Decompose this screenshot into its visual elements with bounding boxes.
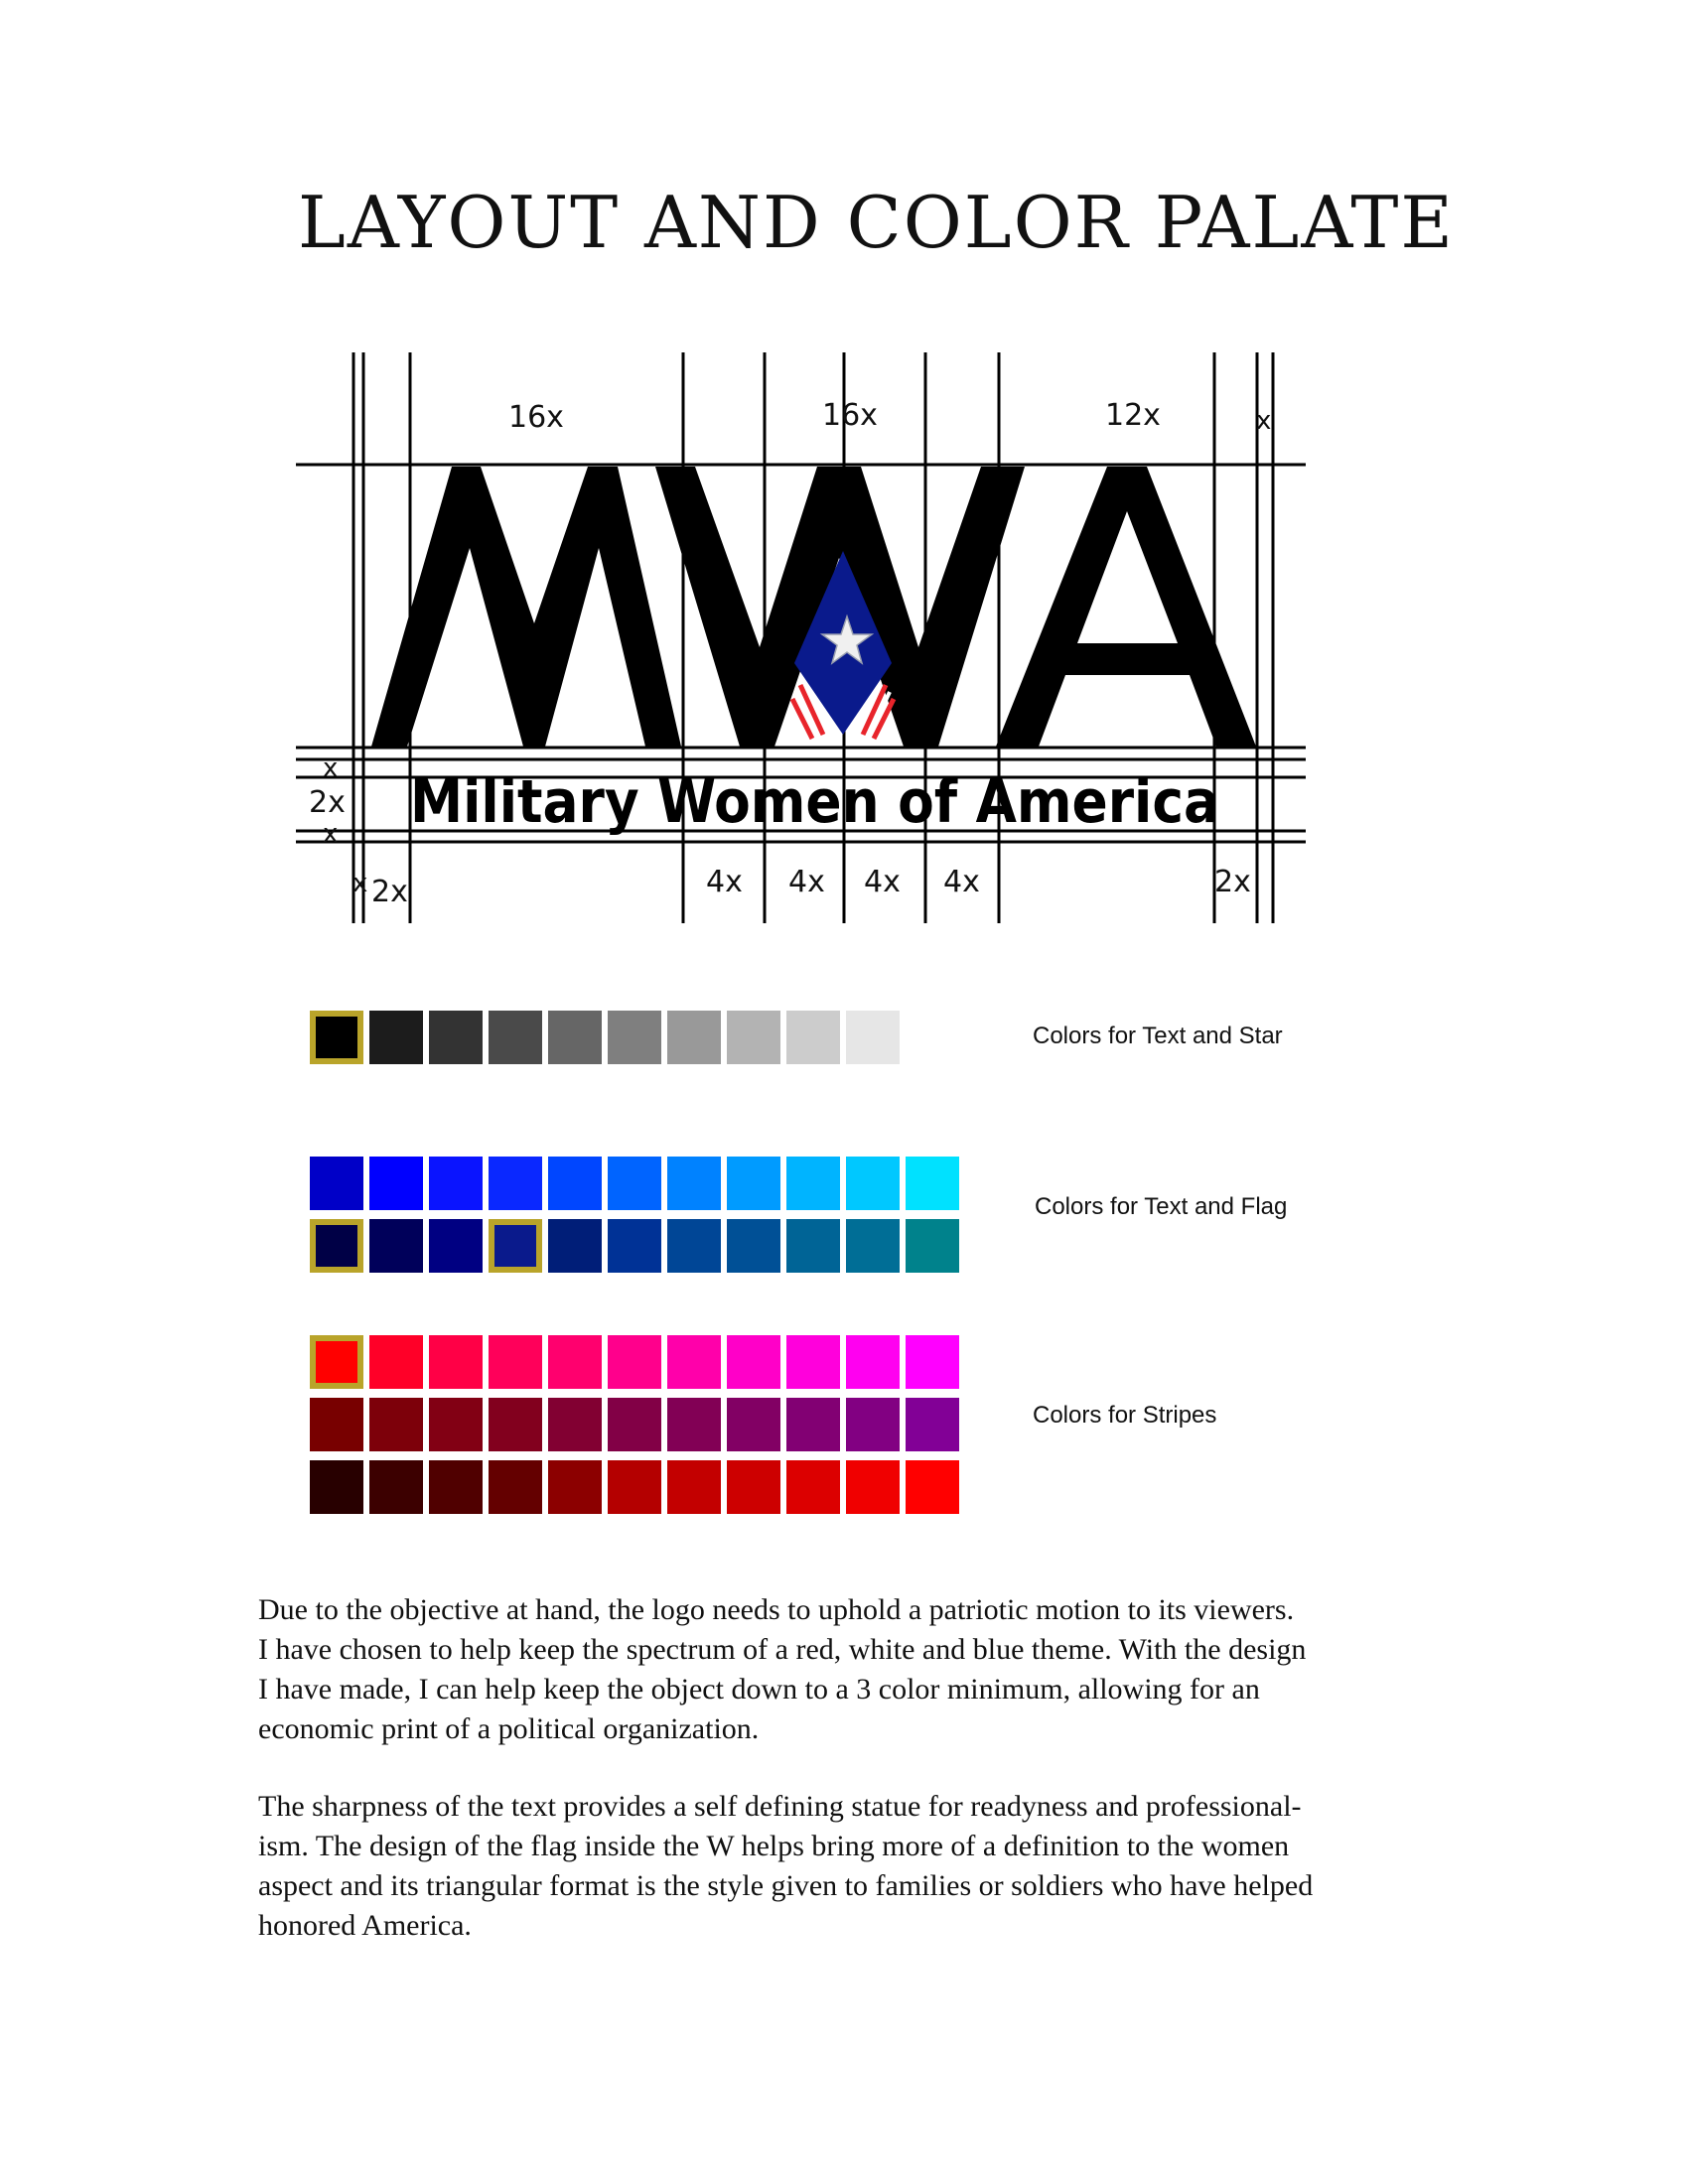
color-swatch: [906, 1219, 959, 1273]
color-swatch: [429, 1460, 483, 1514]
dimension-label: 4x: [864, 865, 901, 899]
text-line: aspect and its triangular format is the style given to families or soldiers who have helped: [258, 1869, 1314, 1902]
color-swatch: [489, 1219, 542, 1273]
logo-construction-diagram: [0, 0, 1688, 953]
color-swatch: [489, 1460, 542, 1514]
color-swatch: [786, 1011, 840, 1064]
palette-label: Colors for Text and Star: [1033, 1023, 1283, 1049]
color-swatch: [429, 1219, 483, 1273]
color-swatch: [846, 1219, 900, 1273]
dimension-label: 4x: [788, 865, 825, 899]
color-swatch: [310, 1335, 363, 1389]
text-line: honored America.: [258, 1909, 472, 1942]
body-paragraph: [258, 1787, 1450, 1946]
color-swatch: [667, 1157, 721, 1210]
color-swatch: [369, 1398, 423, 1451]
dimension-label: 16x: [822, 398, 878, 433]
color-swatch: [906, 1460, 959, 1514]
color-swatch: [369, 1011, 423, 1064]
color-swatch: [786, 1219, 840, 1273]
color-swatch: [429, 1398, 483, 1451]
color-swatch: [727, 1335, 780, 1389]
letter-a: [996, 467, 1256, 747]
color-swatch: [310, 1460, 363, 1514]
dimension-label: 2x: [1214, 865, 1251, 899]
color-swatch: [846, 1011, 900, 1064]
color-swatch: [489, 1157, 542, 1210]
palette-row: [310, 1011, 900, 1064]
dimension-label: 4x: [706, 865, 743, 899]
color-swatch: [727, 1157, 780, 1210]
text-line: The sharpness of the text provides a self defining statue for readyness and professional-: [258, 1790, 1302, 1823]
dimension-label: 4x: [943, 865, 980, 899]
color-swatch: [548, 1011, 602, 1064]
color-swatch: [786, 1398, 840, 1451]
color-swatch: [906, 1398, 959, 1451]
color-swatch: [429, 1011, 483, 1064]
color-swatch: [310, 1011, 363, 1064]
color-swatch: [667, 1219, 721, 1273]
color-swatch: [310, 1219, 363, 1273]
color-swatch: [489, 1011, 542, 1064]
dimension-label: 12x: [1105, 398, 1161, 433]
color-swatch: [369, 1219, 423, 1273]
palette-row: [310, 1398, 959, 1451]
color-swatch: [906, 1335, 959, 1389]
text-line: I have made, I can help keep the object down to a 3 color minimum, allowing for an: [258, 1673, 1260, 1706]
color-swatch: [429, 1157, 483, 1210]
palette-label: Colors for Stripes: [1033, 1402, 1217, 1429]
palette-row: [310, 1157, 959, 1210]
color-swatch: [369, 1157, 423, 1210]
color-swatch: [548, 1335, 602, 1389]
dimension-label: 2x: [371, 875, 408, 909]
color-swatch: [429, 1335, 483, 1389]
palette-row: [310, 1335, 959, 1389]
palette-row: [310, 1460, 959, 1514]
palette-row: [310, 1219, 959, 1273]
color-swatch: [667, 1398, 721, 1451]
body-paragraph: [258, 1590, 1450, 1749]
color-swatch: [548, 1398, 602, 1451]
logo-tagline: Military Women of America: [410, 767, 1219, 837]
color-swatch: [608, 1219, 661, 1273]
color-swatch: [548, 1157, 602, 1210]
page-title: LAYOUT AND COLOR PALATE: [298, 181, 1455, 264]
dimension-label: x: [323, 753, 339, 783]
color-swatch: [846, 1460, 900, 1514]
color-swatch: [608, 1157, 661, 1210]
color-swatch: [548, 1460, 602, 1514]
color-swatch: [727, 1011, 780, 1064]
color-swatch: [369, 1460, 423, 1514]
color-swatch: [906, 1157, 959, 1210]
dimension-label: 16x: [508, 400, 564, 435]
color-swatch: [548, 1219, 602, 1273]
color-swatch: [846, 1335, 900, 1389]
color-swatch: [786, 1335, 840, 1389]
color-swatch: [608, 1398, 661, 1451]
color-swatch: [608, 1335, 661, 1389]
color-swatch: [667, 1460, 721, 1514]
dimension-label: x: [323, 819, 339, 849]
color-swatch: [727, 1398, 780, 1451]
letter-m: [371, 467, 681, 747]
color-swatch: [846, 1398, 900, 1451]
color-swatch: [727, 1219, 780, 1273]
color-swatch: [310, 1157, 363, 1210]
color-swatch: [489, 1335, 542, 1389]
palette-label: Colors for Text and Flag: [1035, 1193, 1288, 1220]
color-swatch: [608, 1011, 661, 1064]
color-swatch: [369, 1335, 423, 1389]
text-line: economic print of a political organization.: [258, 1712, 760, 1745]
color-swatch: [786, 1460, 840, 1514]
color-swatch: [667, 1011, 721, 1064]
color-swatch: [667, 1335, 721, 1389]
color-swatch: [727, 1460, 780, 1514]
text-line: I have chosen to help keep the spectrum of a red, white and blue theme. With the design: [258, 1633, 1307, 1666]
text-line: ism. The design of the flag inside the W helps bring more of a definition to the women: [258, 1830, 1290, 1862]
color-swatch: [846, 1157, 900, 1210]
dimension-label: x: [1256, 406, 1272, 436]
color-swatch: [310, 1398, 363, 1451]
dimension-label: 2x: [309, 785, 346, 820]
color-swatch: [786, 1157, 840, 1210]
dimension-label: x: [352, 869, 368, 898]
text-line: Due to the objective at hand, the logo needs to uphold a patriotic motion to its viewers.: [258, 1593, 1295, 1626]
color-swatch: [608, 1460, 661, 1514]
color-swatch: [489, 1398, 542, 1451]
